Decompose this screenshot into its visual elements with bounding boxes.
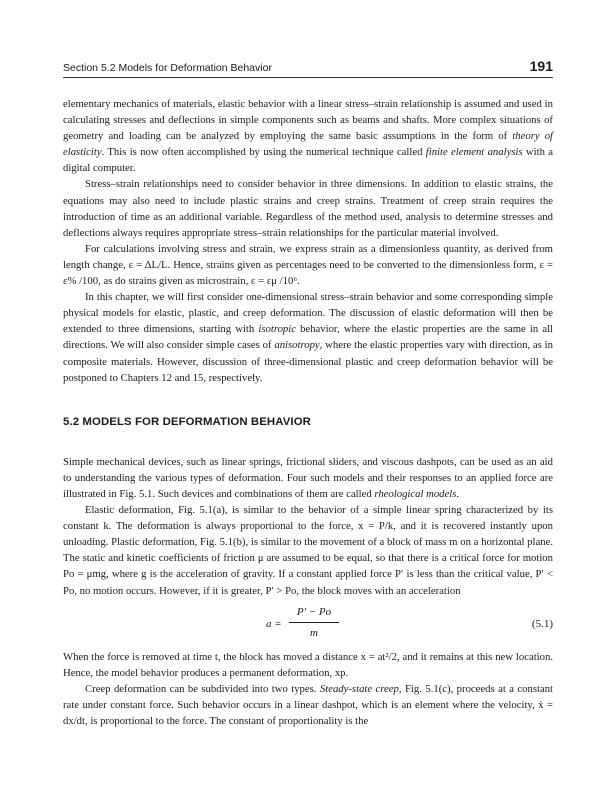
emphasis: anisotropy (274, 339, 320, 352)
running-head (63, 54, 553, 78)
emphasis: Steady-state creep (319, 682, 399, 695)
equation-numerator: P′ − Po (289, 604, 339, 623)
paragraph: Elastic deformation, Fig. 5.1(a), is similar to the behavior of a simple linear spring characterized by its constant k. The deformation is always proportional to the force, x = P/k, and it is recovered instantly upon unloading. Plastic deformation, Fig. 5.1(b), is similar to the movement of a block of mass m on a horizontal plane. The static and kinetic coefficients of friction μ are assumed to be equal, so that there is a critical force for motion Po = μmg, where g is the acceleration of gravity. If a constant applied force P′ is less than the critical value, P′ < Po, no motion occurs. However, if it is greater, P′ > Po, the block moves with an acceleration (63, 504, 553, 597)
page-number: 191 (529, 58, 553, 74)
equation-5-1 (63, 601, 553, 645)
paragraph: When the force is removed at time t, the block has moved a distance x = at²/2, and it remains at this new location. Hence, the model behavior produces a permanent deformation, xp. (63, 650, 553, 679)
body-text (63, 96, 553, 729)
paragraph: Stress–strain relationships need to consider behavior in three dimensions. In addition to elastic strains, the equations may also need to include plastic strains and creep strains. Treatment of creep strain requires the introduction of time as an additional variable. Regardless of the method used, analysis to determine stresses and deflections always requires appropriate stress–strain relationships for the particular material involved. (63, 178, 553, 239)
section-heading: 5.2 MODELS FOR DEFORMATION BEHAVIOR (63, 415, 311, 428)
equation-denominator: m (310, 626, 318, 639)
paragraph: In this chapter, we will first consider one-dimensional stress–strain behavior and some corresponding simple physical models for elastic, plastic, and creep deformation. The discussion of elastic deformation will then be extended to three dimensions, starting with isotropic behavior, where the elastic properties are the same in all directions. We will also consider simple cases of anisotropy, where the elastic properties vary with direction, as in composite materials. However, discussion of three-dimensional plastic and creep deformation behavior will be postponed to Chapters 12 and 15, respectively. (63, 291, 554, 384)
paragraph: Creep deformation can be subdivided into two types. Steady-state creep, Fig. 5.1(c), proceeds at a constant rate under constant force. Such behavior occurs in a linear dashpot, which is an element where the velocity, ẋ = dx/dt, is proportional to the force. The constant of proportionality is the (63, 682, 553, 727)
equation-number: (5.1) (531, 617, 553, 630)
paragraph: Simple mechanical devices, such as linear springs, frictional sliders, and viscous dashpots, can be used as an aid to understanding the various types of deformation. Four such models and their responses to an applied force are illustrated in Fig. 5.1. Such devices and combinations of them are called rheological models. (63, 455, 553, 500)
emphasis: theory of elasticity (63, 130, 554, 159)
emphasis: rheological models (374, 487, 457, 500)
equation-fraction (289, 604, 339, 641)
page (63, 54, 553, 729)
paragraph: For calculations involving stress and strain, we express strain as a dimensionless quantity, as derived from length change, ε = ΔL/L. Hence, strains given as percentages need to be converted to the dimensionless form, ε = ε% /100, as do strains given as microstrain, ε = εμ /10⁶. (63, 242, 553, 288)
paragraph: elementary mechanics of materials, elastic behavior with a linear stress–strain relationship is assumed and used in calculating stresses and deflections in simple components such as beams and shafts. More complex situations of geometry and loading can be analyzed by employing the same basic assumptions in the form of theory of elasticity. This is now often accomplished by using the numerical technique called finite element analysis with a digital computer. (63, 98, 554, 175)
emphasis: finite element analysis (425, 146, 523, 159)
emphasis: isotropic (258, 323, 296, 336)
equation-lhs: a = (266, 617, 282, 630)
section-header: Section 5.2 Models for Deformation Behavior (63, 62, 272, 74)
